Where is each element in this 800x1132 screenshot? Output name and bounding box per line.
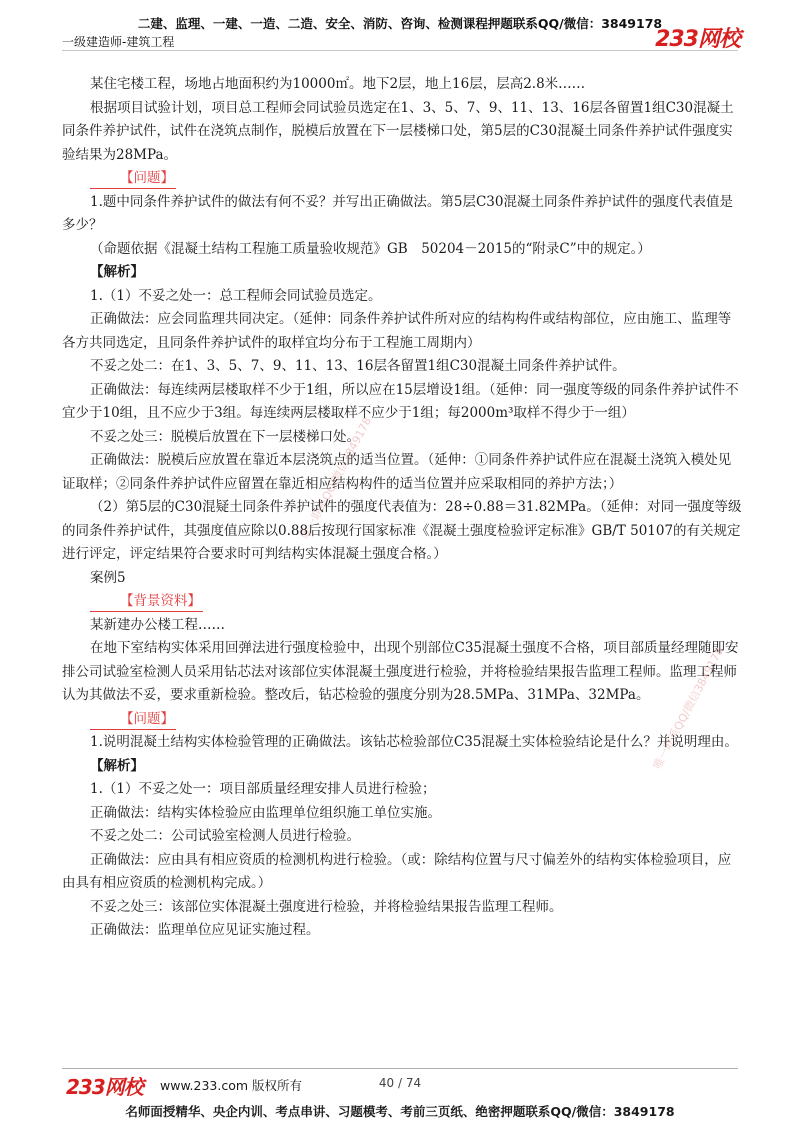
footer-divider — [62, 1068, 738, 1069]
footer-logo: 233网校 — [66, 1075, 143, 1099]
section-tag-analysis: 【解析】 — [90, 757, 144, 774]
section-tag-analysis: 【解析】 — [90, 264, 144, 280]
question-basis: （命题依据《混凝土结构工程施工质量验收规范》GB 50204－2015的“附录C”中的规定。） — [90, 240, 651, 257]
paragraph: 1.（1）不妥之处一：总工程师会同试验员选定。 — [90, 287, 382, 304]
paragraph: 正确做法：应由具有相应资质的检测机构进行检验。（或：除结构位置与尺寸偏差外的结构实体检验项目，应由具有相应资质的检测机构完成。） — [62, 851, 732, 891]
watermark-text: 唯一联系QQ/微信3849178 — [298, 415, 375, 542]
question-text: 1.题中同条件养护试件的做法有何不妥？并写出正确做法。第5层C30混凝土同条件养护试件的强度代表值是多少？ — [62, 193, 733, 233]
question-text: 1.说明混凝土结构实体检验管理的正确做法。该钻芯检验部位C35混凝土实体检验结论是什么？并说明理由。 — [90, 734, 738, 750]
paragraph: 在地下室结构实体采用回弹法进行强度检验中，出现个别部位C35混凝土强度不合格，项目部质量经理随即安排公司试验室检测人员采用钻芯法对该部位实体混凝土强度进行检验，并将检验结果报告监理工程师。监理工程师认为其做法不妥，要求重新检验。整改后，钻芯检验的强度分别为28.5MPa、31MPa、32MPa。 — [62, 640, 739, 703]
paragraph: 正确做法：脱模后应放置在靠近本层浇筑点的适当位置。（延伸：①同条件养护试件应在混凝土浇筑入模处见证取样；②同条件养护试件应留置在靠近相应结构构件的适当位置并应采取相同的养护方法；） — [62, 452, 732, 492]
paragraph: （2）第5层的C30混疑土同条件养护试件的强度代表值为：28÷0.88＝31.82MPa。（延伸：对同一强度等级的同条件养护试件，其强度值应除以0.88后按现行国家标准《混凝土强度检验评定标准》GB/T 50107的有关规定进行评定，评定结果符合要求时可判结构实体混凝土强度合格。） — [62, 499, 742, 562]
page-number: 40 / 74 — [378, 1076, 422, 1090]
paragraph: 正确做法：监理单位应见证实施过程。 — [90, 922, 320, 938]
watermark-text: 唯一联系QQ/微信3849178 — [650, 645, 727, 772]
footer-url[interactable]: www.233.com 版权所有 — [160, 1078, 302, 1093]
paragraph: 不妥之处三：该部位实体混凝土强度进行检验，并将检验结果报告监理工程师。 — [90, 898, 563, 915]
paragraph: 不妥之处二：在1、3、5、7、9、11、13、16层各留置1组C30混凝土同条件养护试件。 — [90, 358, 626, 374]
header-divider — [62, 50, 738, 51]
section-tag-background: 【背景资料】 — [90, 592, 203, 612]
header-subtitle: 一级建造师-建筑工程 — [62, 35, 175, 49]
paragraph: 正确做法：每连续两层楼取样不少于1组，所以应在15层增设1组。（延伸：同一强度等级的同条件养护试件不宜少于10组，且不应少于3组。每连续两层楼取样不应少于1组；每2000m³取样不得少于一组） — [62, 381, 739, 421]
section-tag-question: 【问题】 — [90, 169, 176, 189]
paragraph: 正确做法：应会同监理共同决定。（延伸：同条件养护试件所对应的结构构件或结构部位，应由施工、监理等各方共同选定，且同条件养护试件的取样宜均分布于工程施工周期内） — [62, 311, 732, 351]
document-body — [62, 73, 742, 943]
paragraph: 某新建办公楼工程…… — [90, 616, 225, 633]
case-heading: 案例5 — [90, 569, 126, 586]
paragraph: 1.（1）不妥之处一：项目部质量经理安排人员进行检验； — [90, 781, 436, 797]
header-banner: 二建、监理、一建、一造、二造、安全、消防、咨询、检测课程押题联系QQ/微信：3849178 — [137, 16, 663, 31]
section-tag-question: 【问题】 — [90, 710, 176, 730]
paragraph: 某住宅楼工程，场地占地面积约为10000㎡。地下2层，地上16层，层高2.8米…… — [90, 76, 586, 92]
paragraph: 根据项目试验计划，项目总工程师会同试验员选定在1、3、5、7、9、11、13、16层各留置1组C30混凝土同条件养护试件，试件在浇筑点制作，脱模后放置在下一层楼梯口处，第5层的C30混凝土同条件养护试件强度实验结果为28MPa。 — [62, 99, 734, 163]
paragraph: 不妥之处三：脱模后放置在下一层楼梯口处。 — [90, 428, 360, 445]
footer-banner: 名师面授精华、央企内训、考点串讲、习题模考、考前三页纸、绝密押题联系QQ/微信：3849178 — [125, 1104, 675, 1119]
brand-logo: 233网校 — [655, 27, 740, 52]
paragraph: 不妥之处二：公司试验室检测人员进行检验。 — [90, 828, 360, 844]
paragraph: 正确做法：结构实体检验应由监理单位组织施工单位实施。 — [90, 804, 441, 821]
